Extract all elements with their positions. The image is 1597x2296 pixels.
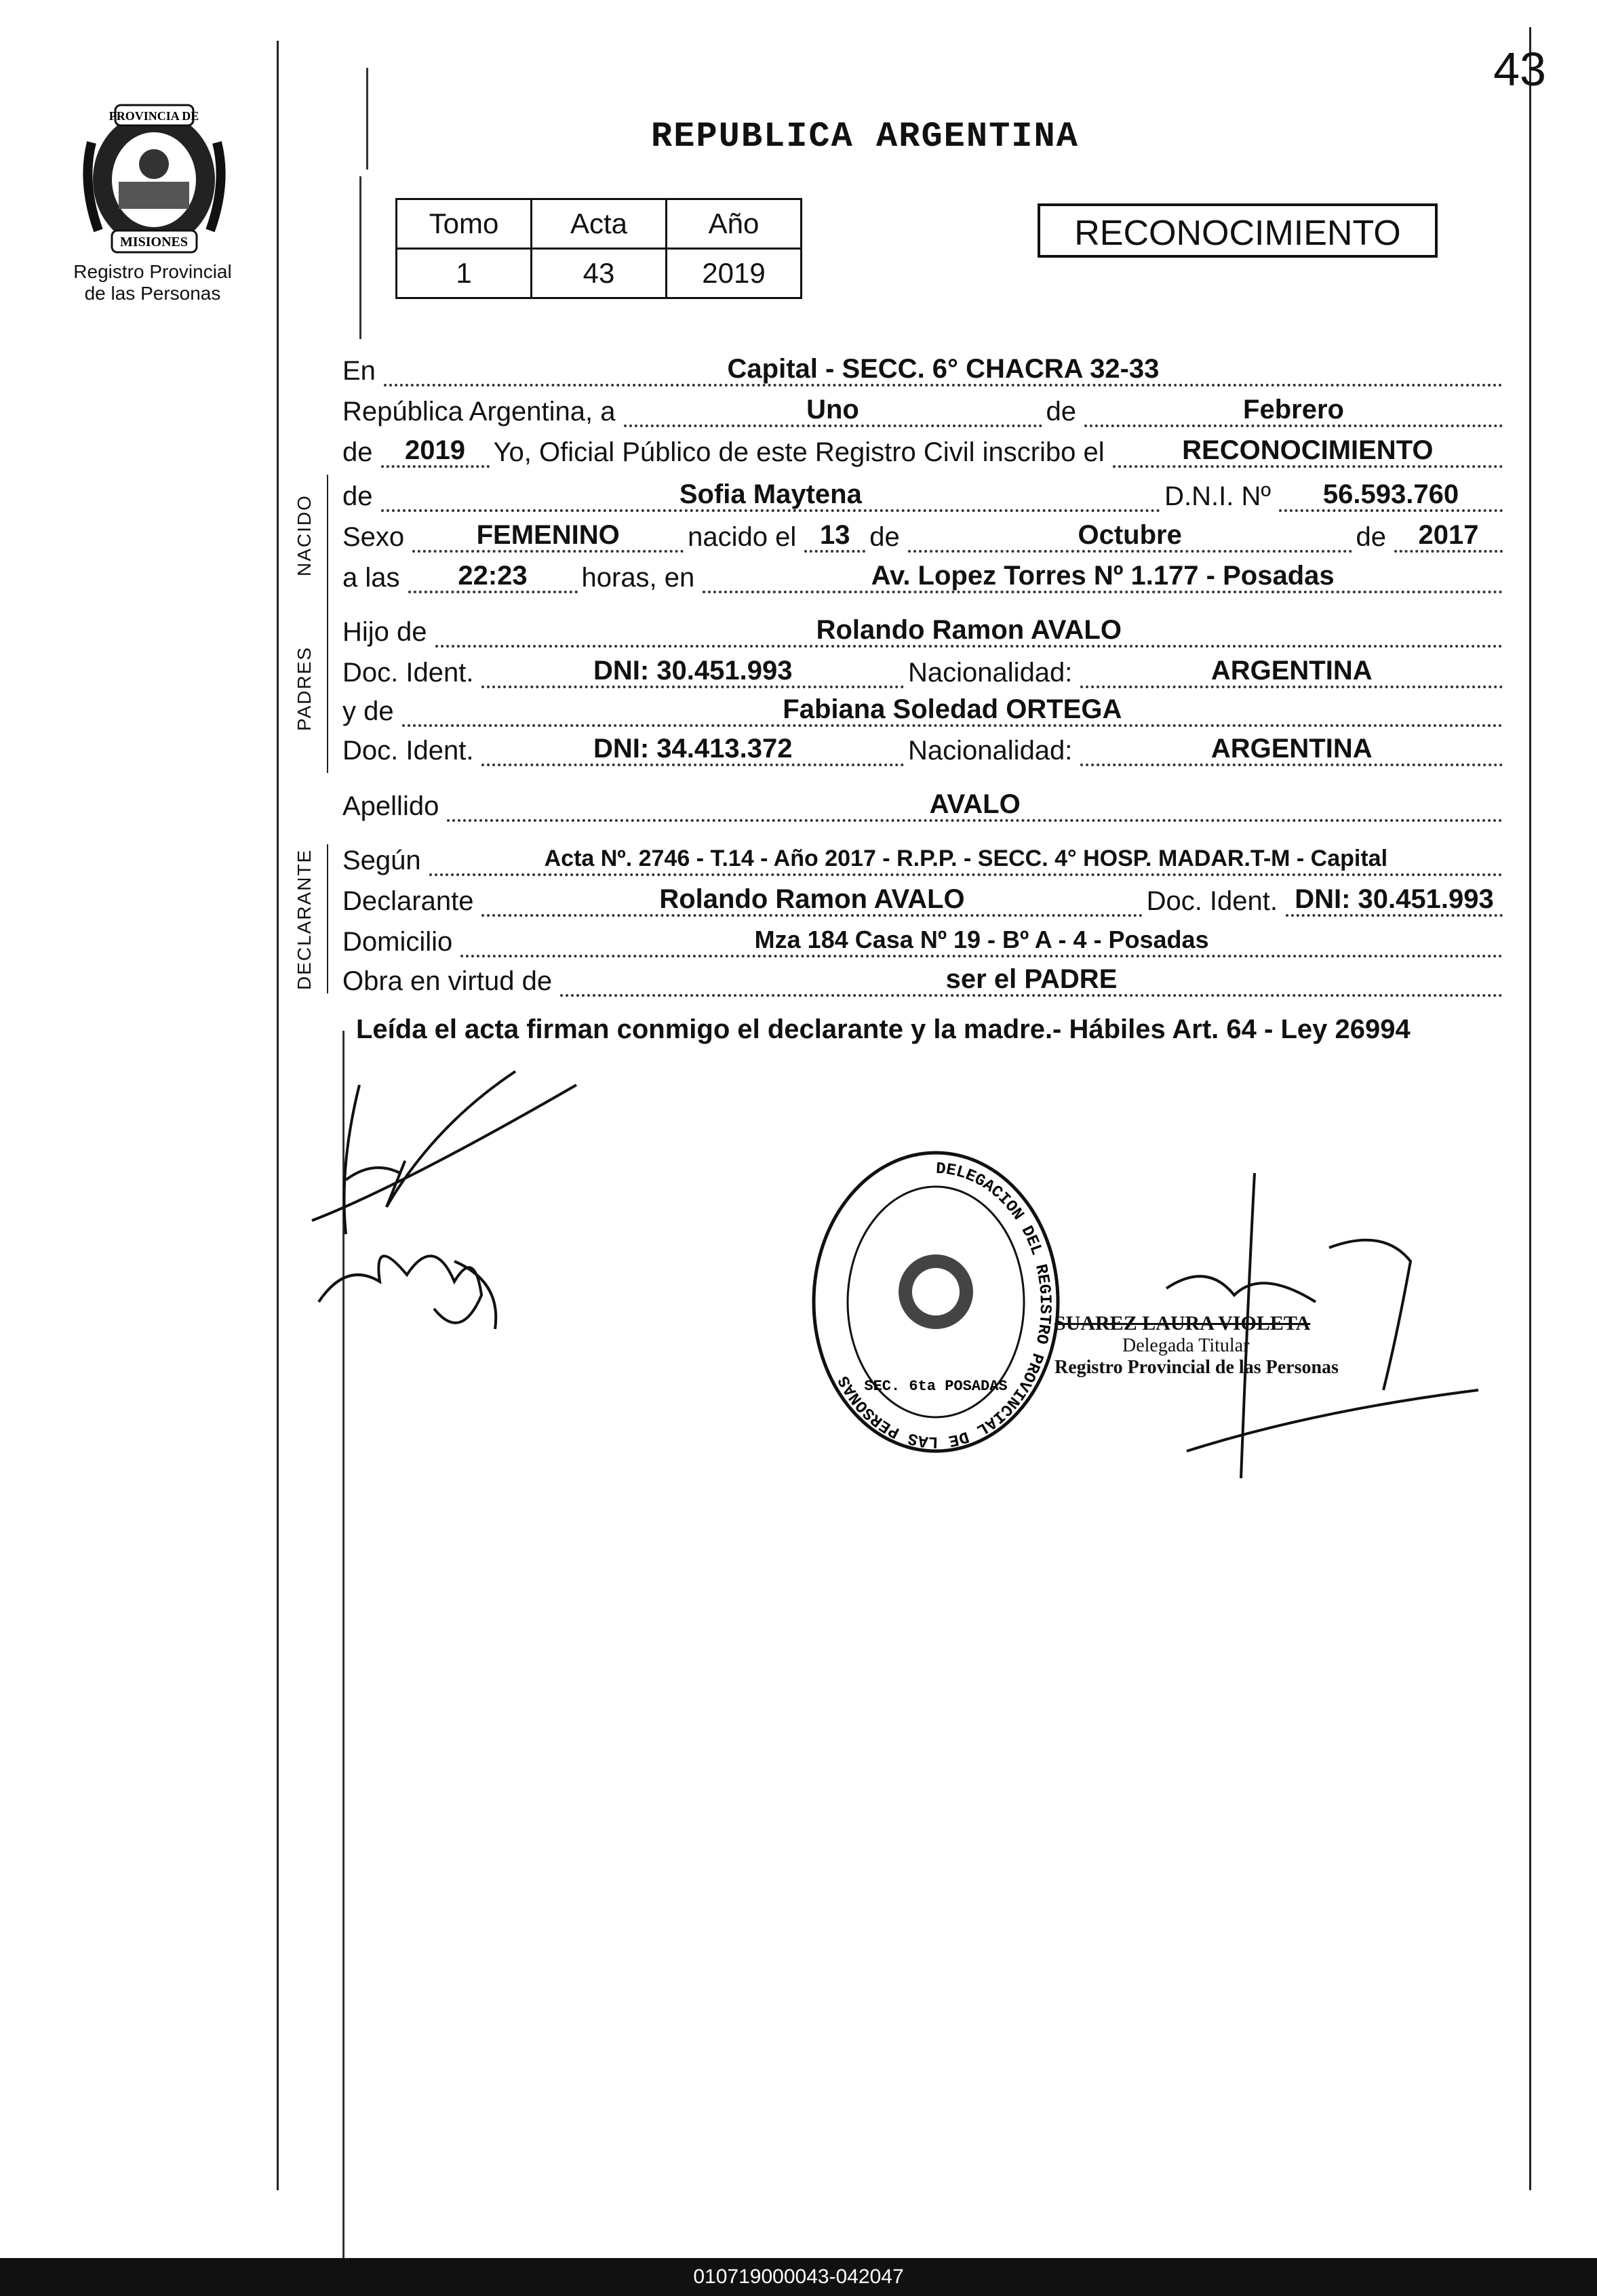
side-label-nacido: NACIDO [294, 494, 315, 576]
row-segun: Según Acta Nº. 2746 - T.14 - Año 2017 - R.P.P. - SECC. 4° HOSP. MADAR.T-M - Capital [342, 842, 1507, 876]
row-doc-madre: Doc. Ident. DNI: 34.413.372 Nacionalidad: ARGENTINA [342, 732, 1507, 766]
official-role: Delegada Titular [1122, 1335, 1250, 1356]
closing-text: Leída el acta firman conmigo el declarante y la madre.- Hábiles Art. 64 - Ley 26994 [356, 1014, 1411, 1044]
header-acta: Acta [532, 199, 667, 249]
side-label-padres: PADRES [294, 646, 315, 731]
field-nac-anio: 2017 [1394, 520, 1503, 553]
official-stamp-icon [807, 1146, 1065, 1458]
field-nac-padre: ARGENTINA [1080, 656, 1503, 688]
row-obra: Obra en virtud de ser el PADRE [342, 963, 1507, 997]
row-apellido: Apellido AVALO [342, 788, 1507, 822]
field-doc-madre: DNI: 34.413.372 [481, 734, 904, 766]
field-acto: RECONOCIMIENTO [1113, 435, 1503, 468]
page-title: REPUBLICA ARGENTINA [651, 117, 1079, 157]
row-en: En Capital - SECC. 6° CHACRA 32-33 [342, 353, 1507, 387]
field-nac-madre: ARGENTINA [1080, 734, 1503, 766]
row-padre: Hijo de Rolando Ramon AVALO [342, 614, 1507, 648]
row-madre: y de Fabiana Soledad ORTEGA [342, 693, 1507, 727]
official-office: Registro Provincial de las Personas [1054, 1357, 1339, 1378]
inner-line-declarante [327, 844, 328, 993]
field-mes: Febrero [1084, 395, 1503, 427]
field-doc-padre: DNI: 30.451.993 [481, 656, 904, 688]
field-nombre: Sofia Maytena [381, 479, 1161, 512]
logo-caption: Registro Provincial de las Personas [73, 261, 232, 304]
field-domicilio: Mza 184 Casa Nº 19 - Bº A - 4 - Posadas [460, 925, 1503, 957]
row-hora: a las 22:23 horas, en Av. Lopez Torres Nº 1.177 - Posadas [342, 559, 1507, 593]
row-declarante: Declarante Rolando Ramon AVALO Doc. Ident. DNI: 30.451.993 [342, 883, 1507, 917]
right-margin-line [1529, 27, 1531, 2190]
field-apellido: AVALO [447, 789, 1503, 822]
stamp-ring-text: DELEGACION DEL REGISTRO PROVINCIAL DE LAS PERSONAS [835, 1160, 1054, 1451]
row-nombre: de Sofia Maytena D.N.I. Nº 56.593.760 [342, 478, 1507, 512]
field-dni: 56.593.760 [1279, 479, 1503, 512]
stamp-inner-text: SEC. 6ta POSADAS [864, 1378, 1008, 1395]
field-declarante: Rolando Ramon AVALO [481, 884, 1142, 917]
province-seal-icon [78, 102, 231, 258]
value-tomo: 1 [397, 249, 532, 298]
value-anio: 2019 [667, 249, 802, 298]
field-lugar-nacimiento: Av. Lopez Torres Nº 1.177 - Posadas [703, 561, 1503, 593]
seal-bottom-text: MISIONES [119, 235, 189, 250]
inner-line-padres [327, 617, 328, 773]
field-hora: 22:23 [408, 561, 578, 593]
official-name: SUAREZ LAURA VIOLETA [1054, 1312, 1311, 1334]
row-domicilio: Domicilio Mza 184 Casa Nº 19 - Bº A - 4 - Posadas [342, 924, 1507, 957]
page-number: 43 [1493, 43, 1546, 96]
field-padre: Rolando Ramon AVALO [435, 615, 1503, 648]
footer-code: 010719000043-042047 [0, 2258, 1597, 2296]
field-madre: Fabiana Soledad ORTEGA [402, 694, 1503, 727]
scan-mark [366, 68, 368, 170]
left-margin-line [277, 41, 279, 2190]
field-nac-mes: Octubre [908, 520, 1352, 553]
field-dia: Uno [624, 395, 1042, 427]
field-nac-dia: 13 [804, 520, 865, 553]
header-anio: Año [667, 199, 802, 249]
header-tomo: Tomo [397, 199, 532, 249]
row-fecha: República Argentina, a Uno de Febrero [342, 393, 1507, 427]
side-label-declarante: DECLARANTE [294, 848, 315, 990]
row-sexo: Sexo FEMENINO nacido el 13 de Octubre de 2017 [342, 519, 1507, 553]
field-doc-declarante: DNI: 30.451.993 [1286, 884, 1503, 917]
field-lugar-inscripcion: Capital - SECC. 6° CHACRA 32-33 [384, 354, 1503, 387]
row-doc-padre: Doc. Ident. DNI: 30.451.993 Nacionalidad: ARGENTINA [342, 654, 1507, 688]
field-segun: Acta Nº. 2746 - T.14 - Año 2017 - R.P.P. - SECC. 4° HOSP. MADAR.T-M - Capital [429, 844, 1503, 876]
scan-mark [359, 176, 361, 339]
table-row [397, 199, 802, 249]
field-sexo: FEMENINO [412, 520, 684, 553]
document-type-box: RECONOCIMIENTO [1038, 203, 1438, 258]
official-signature-icon [1031, 1166, 1492, 1478]
seal-top-text: PROVINCIA DE [109, 109, 199, 123]
record-table [395, 198, 802, 299]
field-obra: ser el PADRE [560, 964, 1503, 997]
row-anio: de 2019 Yo, Oficial Público de este Registro Civil inscribo el RECONOCIMIENTO [342, 434, 1507, 468]
declarant-signature-icon [298, 1058, 583, 1343]
value-acta: 43 [532, 249, 667, 298]
field-anio: 2019 [381, 435, 490, 468]
table-row [397, 249, 802, 298]
